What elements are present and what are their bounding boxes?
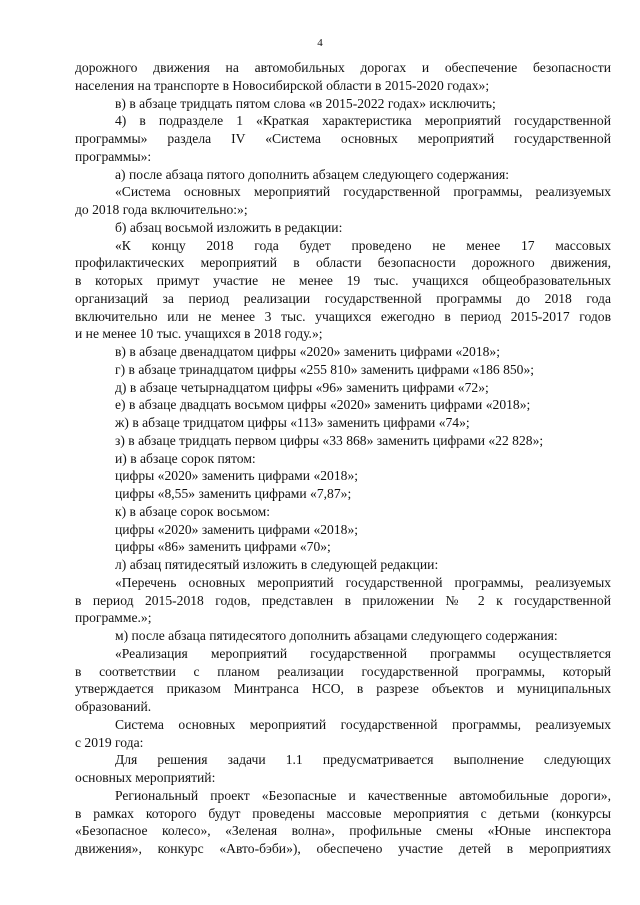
text-line: з) в абзаце тридцать первом цифры «33 868» заменить цифрами «22 828»; bbox=[115, 432, 544, 448]
text-line: а) после абзаца пятого дополнить абзацем следующего содержания: bbox=[115, 166, 509, 182]
text-line: программы»: bbox=[75, 148, 152, 164]
text-line: Система основных мероприятий государственной программы, реализуемых bbox=[115, 716, 611, 732]
text-line: в которых примут участие не менее 19 тыс. учащихся общеобразовательных bbox=[75, 273, 611, 288]
text-line: цифры «86» заменить цифрами «70»; bbox=[115, 539, 331, 555]
text-line: к) в абзаце сорок восьмом: bbox=[115, 503, 271, 519]
text-line: организаций за период реализации государственной программы до 2018 года bbox=[75, 290, 611, 306]
text-line: программе.»; bbox=[75, 610, 152, 626]
text-line: населения на транспорте в Новосибирской области в 2015-2020 годах»; bbox=[75, 77, 490, 93]
text-line: с 2019 года: bbox=[75, 734, 144, 750]
text-line: включительно или не менее 3 тыс. учащихся ежегодно в период 2015-2017 годов bbox=[75, 308, 611, 324]
text-line: «К концу 2018 года будет проведено не менее 17 массовых bbox=[115, 237, 611, 253]
text-line: д) в абзаце четырнадцатом цифры «96» заменить цифрами «72»; bbox=[115, 379, 489, 395]
text-line: в) в абзаце двенадцатом цифры «2020» заменить цифрами «2018»; bbox=[115, 344, 501, 359]
page-number: 4 bbox=[317, 37, 323, 49]
text-line: б) абзац восьмой изложить в редакции: bbox=[115, 219, 343, 235]
text-line: «Безопасное колесо», «Зеленая волна», профильные смены «Юные инспектора bbox=[75, 823, 611, 839]
text-line: Для решения задачи 1.1 предусматривается выполнение следующих bbox=[115, 752, 611, 768]
text-line: до 2018 года включительно:»; bbox=[75, 202, 248, 217]
text-line: 4) в подразделе 1 «Краткая характеристика мероприятий государственной bbox=[115, 113, 611, 129]
document-body bbox=[75, 59, 611, 858]
text-line: программы» раздела IV «Система основных мероприятий государственной bbox=[75, 131, 611, 146]
text-line: «Система основных мероприятий государственной программы, реализуемых bbox=[115, 184, 611, 200]
text-line: профилактических мероприятий в области безопасности дорожного движения, bbox=[75, 255, 611, 271]
text-line: движения», конкурс «Авто-бэби»), обеспечено участие детей в мероприятиях bbox=[75, 841, 611, 856]
text-line: дорожного движения на автомобильных дорогах и обеспечение безопасности bbox=[75, 60, 611, 75]
text-line: е) в абзаце двадцать восьмом цифры «2020» заменить цифрами «2018»; bbox=[115, 397, 531, 413]
text-line: и) в абзаце сорок пятом: bbox=[115, 450, 256, 466]
text-line: Региональный проект «Безопасные и качественные автомобильные дороги», bbox=[115, 787, 611, 803]
text-line: образований. bbox=[75, 699, 152, 714]
text-line: в период 2015-2018 годов, представлен в приложении № 2 к государственной bbox=[75, 592, 611, 608]
text-line: в соответствии с планом реализации государственной программы, который bbox=[75, 663, 611, 679]
text-line: в) в абзаце тридцать пятом слова «в 2015-2022 годах» исключить; bbox=[115, 95, 496, 111]
text-line: л) абзац пятидесятый изложить в следующей редакции: bbox=[115, 557, 439, 572]
text-line: цифры «2020» заменить цифрами «2018»; bbox=[115, 468, 359, 484]
text-line: в рамках которого будут проведены массовые мероприятия с детьми (конкурсы bbox=[75, 805, 611, 821]
text-line: цифры «2020» заменить цифрами «2018»; bbox=[115, 521, 359, 537]
text-line: «Реализация мероприятий государственной программы осуществляется bbox=[115, 645, 611, 661]
text-line: основных мероприятий: bbox=[75, 770, 216, 785]
text-line: г) в абзаце тринадцатом цифры «255 810» заменить цифрами «186 850»; bbox=[115, 361, 535, 377]
text-line: м) после абзаца пятидесятого дополнить абзацами следующего содержания: bbox=[115, 628, 558, 643]
text-line: цифры «8,55» заменить цифрами «7,87»; bbox=[115, 486, 352, 501]
text-line: ж) в абзаце тридцатом цифры «113» заменить цифрами «74»; bbox=[115, 415, 470, 430]
text-line: и не менее 10 тыс. учащихся в 2018 году.»; bbox=[75, 326, 323, 342]
text-line: утверждается приказом Минтранса НСО, в разрезе объектов и муниципальных bbox=[75, 681, 611, 697]
text-line: «Перечень основных мероприятий государственной программы, реализуемых bbox=[115, 574, 611, 590]
